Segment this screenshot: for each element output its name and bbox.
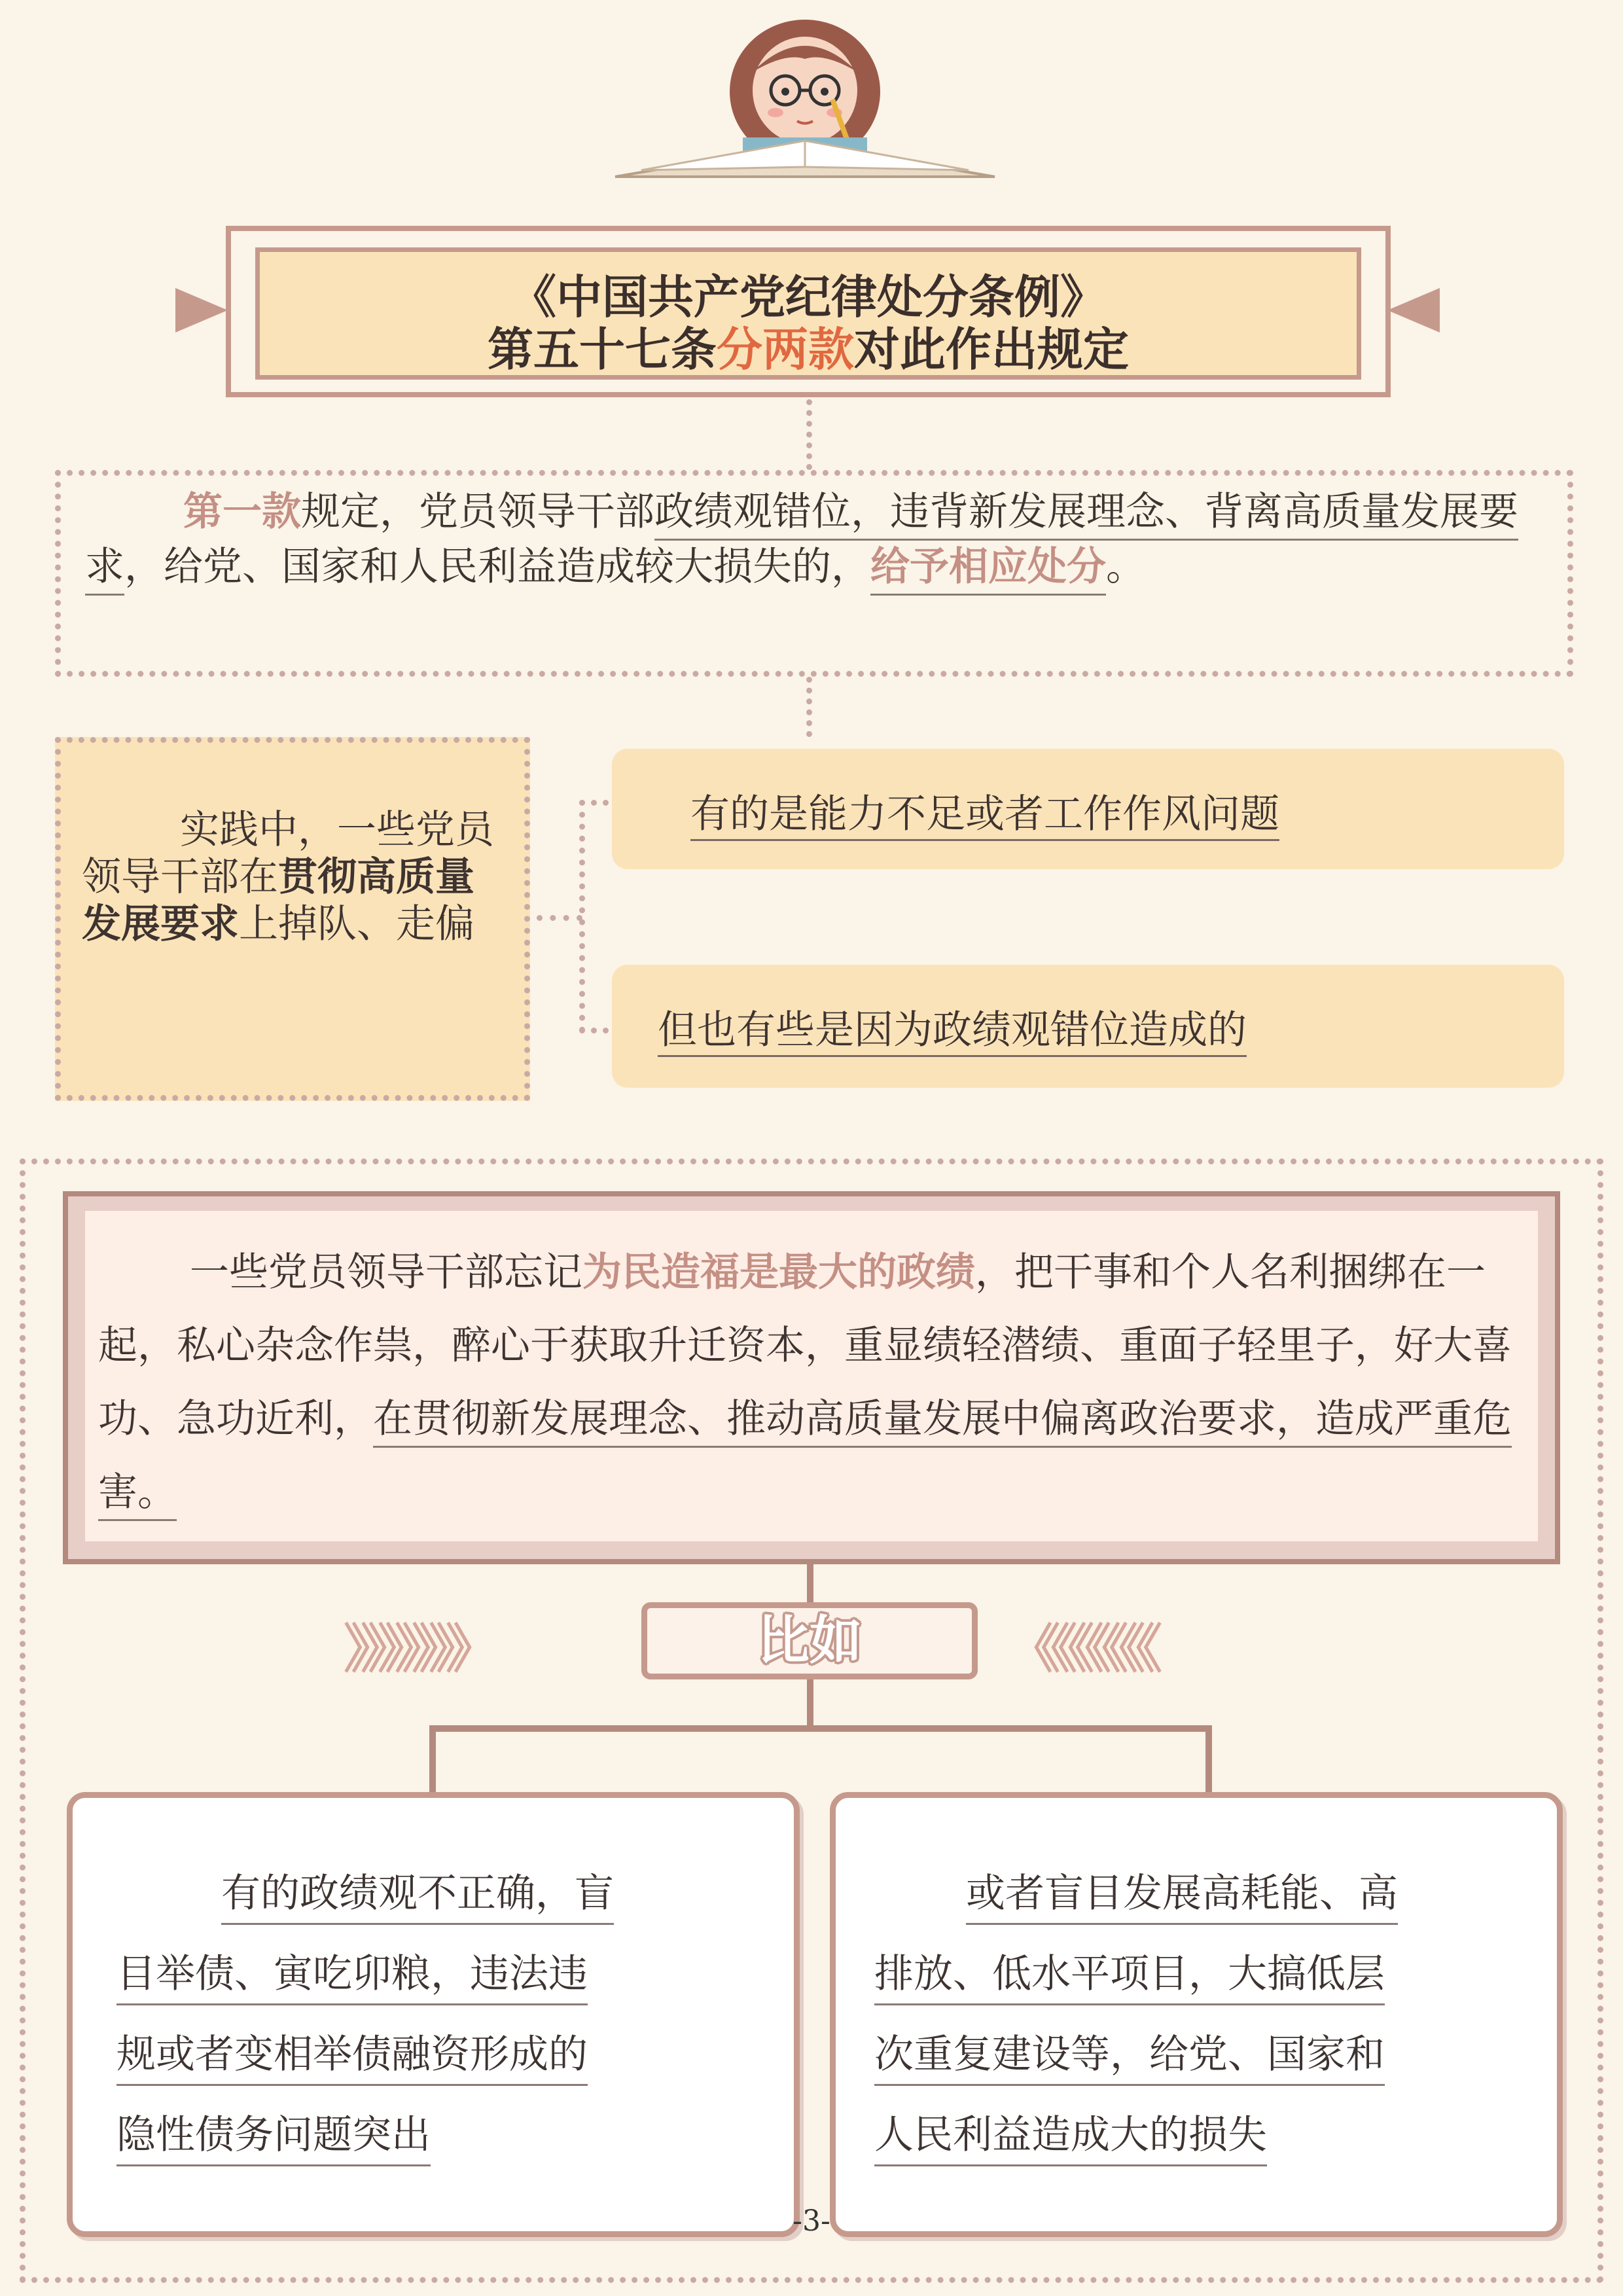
connector-dots [806,399,812,470]
subtitle-prefix: 第五十七条 [488,323,717,376]
connector-dots [579,800,585,1033]
page-number: -3- [793,2204,830,2238]
example-line: 隐性债务问题突出 [116,2106,431,2166]
page-title: 《中国共产党纪律处分条例》 [510,270,1106,324]
connector-dots [806,677,812,737]
connector-line [1205,1725,1212,1792]
reason-card-text: 有的是能力不足或者工作作风问题 [690,783,1279,841]
example-line: 目举债、寅吃卯粮，违法违 [116,1945,588,2005]
example-line: 有的政绩观不正确，盲 [221,1864,614,1925]
example-line: 规或者变相举债融资形成的 [116,2025,588,2086]
example-label: 比如 [757,1610,862,1671]
subtitle-accent: 分两款 [717,323,854,376]
title-arrow-left-icon [175,288,228,332]
clause-text-c: ，给党、国家和人民利益造成较大损失的， [124,544,870,590]
statement-text-b: ，把干事和个人名利捆绑在一起，私心杂念作祟，醉心于获取升迁资本，重显绩轻潜绩、重面子轻里子，好大喜功、急功近利， [98,1249,1512,1442]
connector-line [429,1725,1212,1732]
reason-card [612,965,1564,1088]
example-card-text [116,1857,745,2179]
clause-text-b: 政绩观错位，违背新发展理念、背离高质量发展要求 [85,489,1518,596]
practice-text [82,806,501,948]
page-subtitle [255,313,1361,379]
chevrons-right-icon: 》》》》》》》 [344,1619,489,1679]
connector-dots [579,800,609,806]
connector-dots [537,915,582,921]
example-card-text [874,1857,1522,2179]
clause-end: 。 [1106,544,1145,590]
reason-card-text: 但也有些是因为政绩观错位造成的 [658,999,1247,1057]
reason-card [612,749,1564,869]
girl-reading-illustration [589,13,1034,183]
first-clause-text [85,484,1551,594]
statement-accent: 为民造福是最大的政绩 [582,1249,975,1295]
connector-line [807,1679,813,1728]
chevrons-left-icon: 《《《《《《《 [1008,1619,1153,1679]
subtitle-suffix: 对此作出规定 [854,323,1129,376]
practice-text-b: 上掉队、走偏 [239,901,474,947]
connector-line [429,1725,436,1792]
clause-text-a: 规定，党员领导干部 [301,489,654,535]
statement-text-c: 在贯彻新发展理念、推动高质量发展中偏离政治要求，造成严重危害。 [98,1396,1512,1521]
clause-penalty: 给予相应处分 [870,544,1106,596]
statement-text-a: 一些党员领导干部忘记 [190,1249,582,1295]
example-line: 或者盲目发展高耗能、高 [966,1864,1398,1925]
example-line: 人民利益造成大的损失 [874,2106,1267,2166]
example-line: 次重复建设等，给党、国家和 [874,2025,1385,2086]
practice-text-a: 实践中，一些党员领导干部在 [82,807,494,900]
practice-text-bold: 贯彻高质量发展要求 [82,854,474,947]
connector-line [807,1564,813,1602]
connector-dots [579,1028,609,1033]
example-line: 排放、低水平项目，大搞低层 [874,1945,1385,2005]
statement-text [98,1236,1525,1529]
clause-lead: 第一款 [183,489,301,535]
title-arrow-right-icon [1387,288,1440,332]
